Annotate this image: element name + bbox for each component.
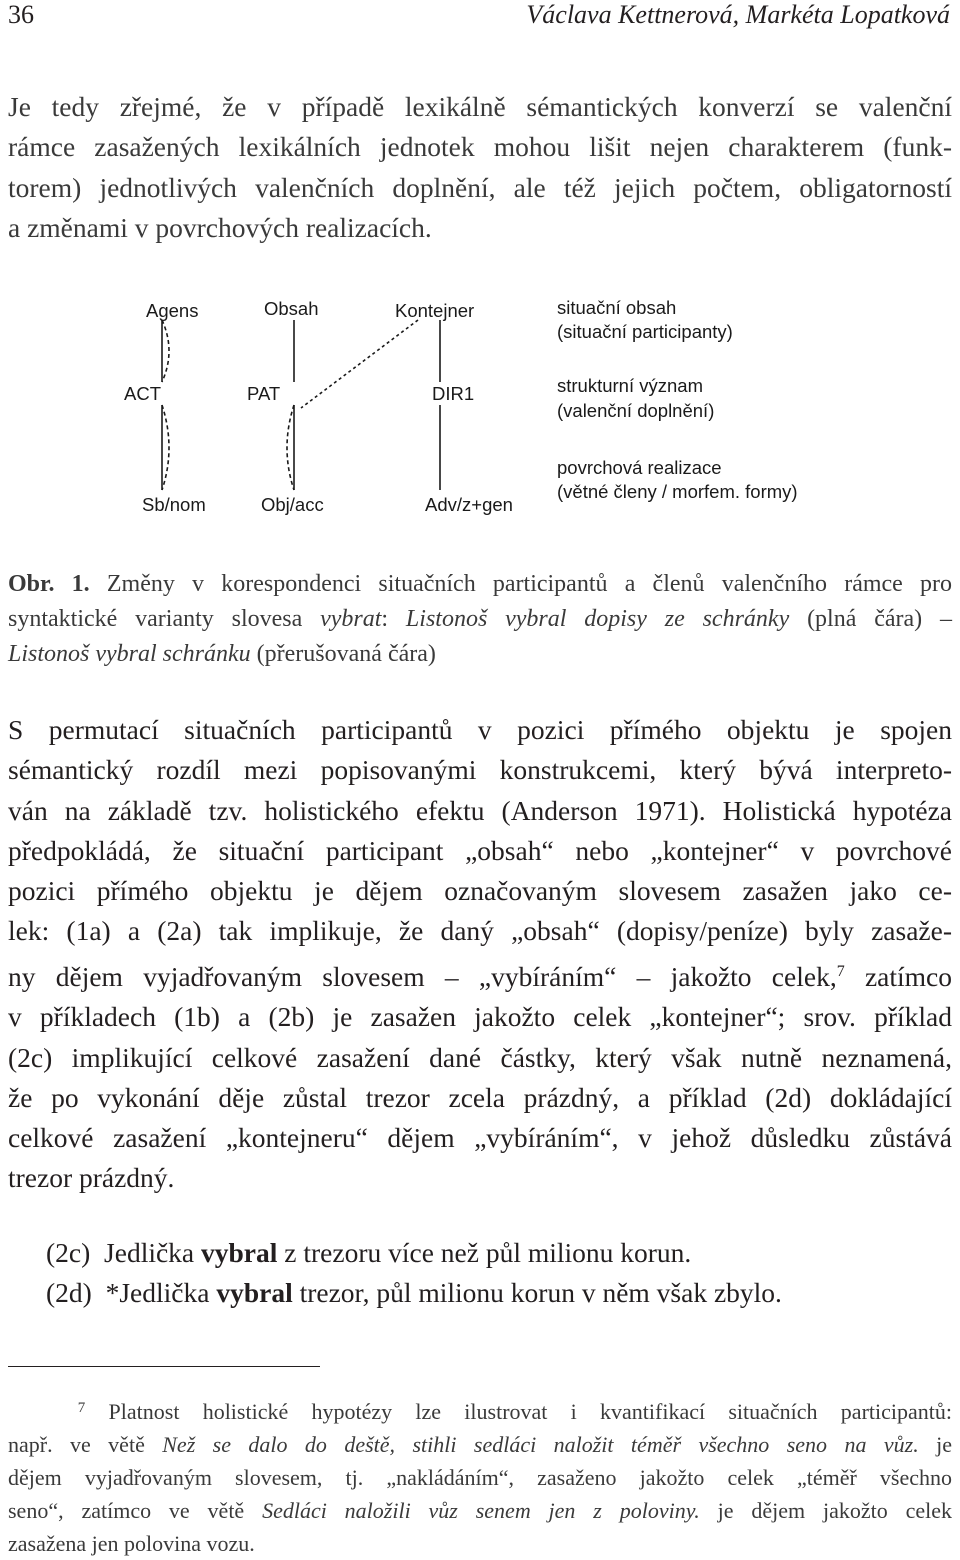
text-line: celkové zasažení „kontejneru“ dějem „vybíráním“, v jehož důsledku zůstává xyxy=(8,1122,952,1154)
footnote-text: Platnost holistické hypotézy lze ilustrovat i kvantifikací situačních participantů: xyxy=(85,1399,952,1424)
running-head: Václava Kettnerová, Markéta Lopatková xyxy=(526,0,950,29)
figure-1-diagram xyxy=(118,290,838,530)
label-pat: PAT xyxy=(247,383,281,404)
footnote-example: Sedláci naložili vůz senem jen z poloviny. xyxy=(262,1498,700,1523)
text-line: a změnami v povrchových realizacích. xyxy=(8,211,432,243)
footnote-line: zasažena jen polovina vozu. xyxy=(8,1531,255,1556)
example-text: trezor, půl milionu korun v něm však zbylo. xyxy=(292,1277,782,1308)
example-label: (2c) xyxy=(46,1237,91,1268)
label-adv-zgen: Adv/z+gen xyxy=(425,494,513,515)
text-line: trezor prázdný. xyxy=(8,1162,175,1194)
example-2d xyxy=(46,1277,782,1309)
dashed-arc-act-sb xyxy=(162,405,169,490)
label-obj-acc: Obj/acc xyxy=(261,494,324,515)
label-kontejner: Kontejner xyxy=(395,300,475,321)
footnote-example: Než se dalo do deště, stihli sedláci naložit téměř všechno seno na vůz. xyxy=(162,1432,919,1457)
text-fragment: ny dějem vyjadřovaným slovesem – „vybíráním“ – jakožto celek, xyxy=(8,960,837,992)
footnote-line: dějem vyjadřovaným slovesem, tj. „nakládáním“, zasaženo jakožto celek „téměř všechno xyxy=(8,1465,952,1490)
caption-label: Obr. 1. xyxy=(8,571,90,597)
caption-example-1: Listonoš vybral dopisy ze schránky xyxy=(405,606,790,632)
footnote-line xyxy=(8,1428,952,1461)
text-line: že po vykonání děje zůstal trezor zcela prázdný, a příklad (2d) dokládající xyxy=(8,1081,952,1113)
footnote-text: např. ve větě xyxy=(8,1432,163,1457)
caption-text: (přerušovaná čára) xyxy=(250,641,436,667)
text-line: lek: (1a) a (2a) tak implikuje, že daný „obsah“ (dopisy/peníze) byly zasaže- xyxy=(8,915,952,947)
paragraph-1 xyxy=(8,87,952,248)
footnote-marker: 7 xyxy=(77,1400,86,1416)
paragraph-2 xyxy=(8,710,952,1199)
legend-line-2a: strukturní význam xyxy=(557,375,703,396)
label-obsah: Obsah xyxy=(264,298,319,319)
text-line: rámce zasažených lexikálních jednotek mohou lišit nejen charakterem (funk- xyxy=(8,131,952,163)
label-dir1: DIR1 xyxy=(432,383,475,404)
text-line: sémantický rozdíl mezi popisovanými konstrukcemi, který bývá interpreto- xyxy=(8,754,952,786)
dashed-arc-agens-act xyxy=(162,320,169,382)
label-sb-nom: Sb/nom xyxy=(142,494,206,515)
legend-line-2b: (valenční doplnění) xyxy=(557,400,715,421)
figure-caption xyxy=(8,567,952,672)
caption-text: : xyxy=(381,606,406,632)
footnote-text: seno“, zatímco ve větě xyxy=(8,1498,263,1523)
dashed-arc-pat-obj xyxy=(287,405,294,490)
caption-text: syntaktické varianty slovesa xyxy=(8,606,321,632)
example-verb: vybral xyxy=(201,1237,278,1268)
text-line: v příkladech (1b) a (2b) je zasažen jakožto celek „kontejner“; srov. příklad xyxy=(8,1001,952,1033)
example-text: *Jedlička xyxy=(105,1277,217,1308)
label-agens: Agens xyxy=(146,300,199,321)
caption-text: Změny v korespondenci situačních participantů a členů valenčního rámce pro xyxy=(89,571,953,597)
legend-line-3a: povrchová realizace xyxy=(557,457,722,478)
example-2c xyxy=(46,1237,691,1269)
legend-line-3b: (větné členy / morfem. formy) xyxy=(557,481,798,502)
caption-verb: vybrat xyxy=(320,606,382,632)
example-verb: vybral xyxy=(216,1277,293,1308)
legend-line-1b: (situační participanty) xyxy=(557,321,733,342)
footnote-text: je xyxy=(918,1432,952,1457)
legend-line-1a: situační obsah xyxy=(557,297,677,318)
footnote-7 xyxy=(8,1392,952,1560)
caption-line xyxy=(8,637,952,672)
text-line: torem) jednotlivých valenčních doplnění, ale též jejich počtem, obligatorností xyxy=(8,171,952,203)
text-line: S permutací situačních participantů v pozici přímého objektu je spojen xyxy=(8,714,952,745)
example-label: (2d) xyxy=(46,1277,92,1308)
footnote-ref[interactable]: 7 xyxy=(836,962,845,980)
page-header xyxy=(8,0,950,30)
footnote-text: je dějem jakožto celek xyxy=(699,1498,952,1523)
caption-line xyxy=(8,567,952,602)
footnote-line xyxy=(8,1494,952,1527)
caption-line xyxy=(8,602,952,637)
dashed-line-kontejner-pat xyxy=(301,320,418,408)
page-number: 36 xyxy=(8,0,34,29)
caption-text: (plná čára) – xyxy=(789,606,952,632)
text-line xyxy=(8,952,952,997)
text-line: pozici přímého objektu je dějem označovaným slovesem zasažen jako ce- xyxy=(8,875,952,907)
text-fragment: zatímco xyxy=(844,960,952,992)
caption-example-2: Listonoš vybral schránku xyxy=(8,641,251,667)
text-line: (2c) implikující celkové zasažení dané částky, který však nutně neznamená, xyxy=(8,1041,952,1073)
example-text: Jedlička xyxy=(104,1237,202,1268)
footnote-divider xyxy=(8,1366,320,1367)
text-line: předpokládá, že situační participant „obsah“ nebo „kontejner“ v povrchové xyxy=(8,834,952,866)
text-line: ván na základě tzv. holistického efektu (Anderson 1971). Holistická hypotéza xyxy=(8,794,952,826)
text-line: Je tedy zřejmé, že v případě lexikálně sémantických konverzí se valenční xyxy=(8,91,952,122)
label-act: ACT xyxy=(124,383,161,404)
footnote-line xyxy=(8,1392,952,1428)
example-text: z trezoru více než půl milionu korun. xyxy=(277,1237,692,1268)
